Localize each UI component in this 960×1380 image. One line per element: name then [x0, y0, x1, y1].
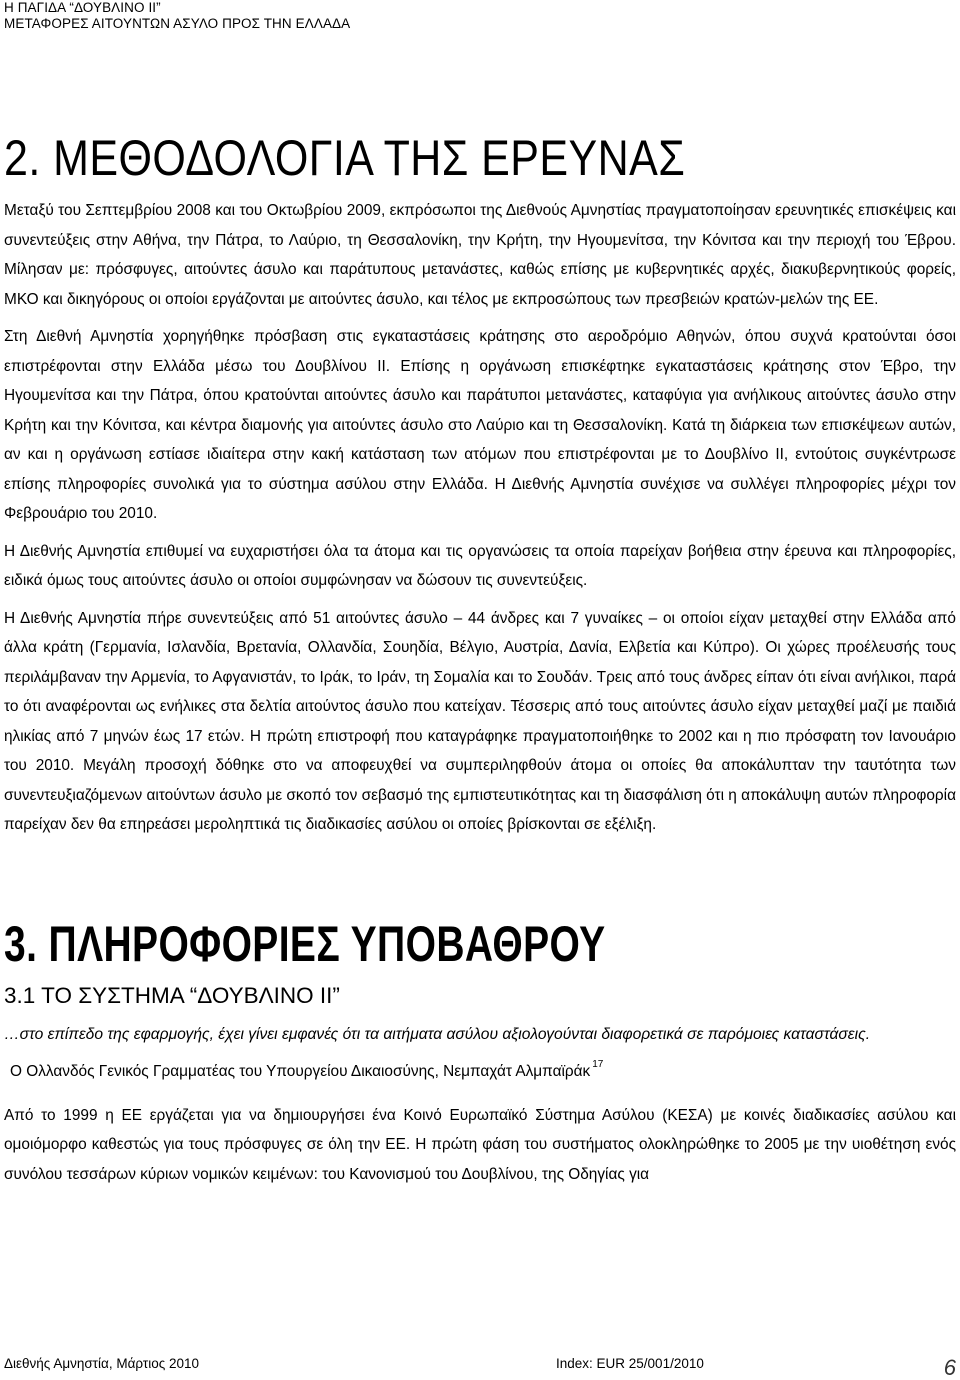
- header-report-title: Η ΠΑΓΙΔΑ “ΔΟΥΒΛΙΝΟ ΙΙ”: [4, 0, 161, 15]
- section-2-paragraph-4: Η Διεθνής Αμνηστία πήρε συνεντεύξεις από 51 αιτούντες άσυλο – 44 άνδρες και 7 γυναίκες – οι οποίοι είχαν μεταχθεί στην Ελλάδα από άλλα κράτη (Γερμανία, Ισλανδία, Βρετανία, Ολλανδία, Σουηδία, Βέλγιο, Αυστρία, Δανία, Ελβετία και Κύπρο). Οι χώρες προέλευσής τους περιλάμβαναν την Αρμενία, το Αφγανιστάν, το Ιράκ, το Ιράν, τη Σομαλία και το Σουδάν. Τρεις από τους άνδρες είπαν ότι είναι ανήλικοι, παρά το ότι αναφέρονται ως ενήλικες στα δελτία αιτούντος άσυλο που κατείχαν. Τέσσερις από τους αιτούντες άσυλο είχαν μεταχθεί μαζί με παιδιά ηλικίας από 7 μηνών έως 17 ετών. Η πρώτη επιστροφή που καταγράφηκε πραγματοποιήθηκε το 2002 και η πιο πρόσφατη τον Ιανουάριο του 2010. Μεγάλη προσοχή δόθηκε στο να αποφευχθεί να συμπεριληφθούν άτομα οι οποίες θα αποκάλυπταν την ταυτότητα των συνεντευξιαζόμενων αιτούντων άσυλο με σκοπό τον σεβασμό της εμπιστευτικότητας και τη διασφάλιση ότι η αποκάλυψη αυτών πληροφορία παρείχαν δεν θα επηρεάσει μεροληπτικά τις διαδικασίες ασύλου οι οποίες βρίσκονται σε εξέλιξη.: [4, 609, 956, 833]
- running-header: [4, 0, 350, 32]
- footnote-reference[interactable]: 17: [592, 1058, 604, 1070]
- section-2-paragraph-3: Η Διεθνής Αμνηστία επιθυμεί να ευχαριστήσει όλα τα άτομα και τις οργανώσεις τα οποία παρείχαν βοήθεια στην έρευνα και πληροφορίες, ειδικά όμως τους αιτούντες άσυλο οι οποίοι συμφώνησαν να δώσουν τις συνεντεύξεις.: [4, 542, 956, 589]
- subsection-3-1-title: 3.1 ΤΟ ΣΥΣΤΗΜΑ “ΔΟΥΒΛΙΝΟ ΙΙ”: [4, 982, 340, 1008]
- footer-publisher-date: Διεθνής Αμνηστία, Μάρτιος 2010: [4, 1356, 199, 1371]
- page-number: 6: [943, 1355, 956, 1380]
- epigraph-attribution: [10, 1058, 956, 1083]
- section-spacer: [4, 848, 956, 914]
- footer-index: Index: EUR 25/001/2010: [556, 1356, 704, 1371]
- attribution-text: Ο Ολλανδός Γενικός Γραμματέας του Υπουργείου Δικαιοσύνης, Νεμπαχάτ Αλμπαϊράκ: [10, 1062, 591, 1080]
- section-3-1-paragraph-1: Από το 1999 η ΕΕ εργάζεται για να δημιουργήσει ένα Κοινό Ευρωπαϊκό Σύστημα Ασύλου (ΚΕΣΑ) με κοινές διαδικασίες ασύλου και ομοιόμορφο καθεστώς για τους πρόσφυγες σε όλη την ΕΕ. Η πρώτη φάση του συστήματος ολοκληρώθηκε το 2005 με την υιοθέτηση ενός συνόλου τεσσάρων κύριων νομικών κειμένων: του Κανονισμού του Δουβλίνου, της Οδηγίας για: [4, 1106, 956, 1183]
- document-body: [4, 128, 956, 1197]
- header-report-subtitle: ΜΕΤΑΦΟΡΕΣ ΑΙΤΟΥΝΤΩΝ ΑΣΥΛΟ ΠΡΟΣ ΤΗΝ ΕΛΛΑΔΑ: [4, 16, 351, 31]
- section-3-title: 3. ΠΛΗΡΟΦΟΡΙΕΣ ΥΠΟΒΑΘΡΟΥ: [4, 915, 606, 972]
- section-2-title: 2. ΜΕΘΟΔΟΛΟΓΙΑ ΤΗΣ ΕΡΕΥΝΑΣ: [4, 130, 686, 186]
- section-2-paragraph-1: Μεταξύ του Σεπτεμβρίου 2008 και του Οκτωβρίου 2009, εκπρόσωποι της Διεθνούς Αμνηστίας πραγματοποίησαν ερευνητικές επισκέψεις και συνεντεύξεις στην Αθήνα, την Πάτρα, το Λαύριο, τη Θεσσαλονίκη, την Κρήτη, την Ηγουμενίτσα, την Κόνιτσα και την περιοχή του Έβρου. Μίλησαν με: πρόσφυγες, αιτούντες άσυλο και παράτυπους μετανάστες, καθώς επίσης με κυβερνητικές αρχές, διακυβερνητικούς φορείς, ΜΚΟ και δικηγόρους οι οποίοι εργάζονται με αιτούντες άσυλο, και τέλος με εκπροσώπους των πρεσβειών κρατών-μελών της ΕΕ.: [4, 202, 956, 308]
- section-2-paragraph-2: Στη Διεθνή Αμνηστία χορηγήθηκε πρόσβαση στις εγκαταστάσεις κράτησης στο αεροδρόμιο Αθηνών, όπου συχνά κρατούνται όσοι επιστρέφονται στην Ελλάδα μέσω του Δουβλίνου ΙΙ. Επίσης η οργάνωση επισκέφτηκε εγκαταστάσεις κράτησης στον Έβρο, την Ηγουμενίτσα και την Πάτρα, όπου κρατούνται αιτούντες άσυλο και παράτυποι μετανάστες, καταφύγια για ανήλικους αιτούντες άσυλο στην Κρήτη και την Κόνιτσα, και κέντρα διαμονής για αιτούντες άσυλο στο Λαύριο και τη Θεσσαλονίκη. Κατά τη διάρκεια των επισκέψεων αυτών, αν και η οργάνωση εστίασε ιδιαίτερα στην κακή κατάσταση των ατόμων που επιστρέφονται με το Δουβλίνο ΙΙ, εντούτοις συγκέντρωσε επίσης πληροφορίες συνολικά για το σύστημα ασύλου στην Ελλάδα. Η Διεθνής Αμνηστία συνέχισε να συλλέγει πληροφορίες μέχρι τον Φεβρουάριο του 2010.: [4, 328, 956, 522]
- epigraph-quote: …στο επίπεδο της εφαρμογής, έχει γίνει εμφανές ότι τα αιτήματα ασύλου αξιολογούνται διαφορετικά σε παρόμοιες καταστάσεις.: [4, 1025, 871, 1043]
